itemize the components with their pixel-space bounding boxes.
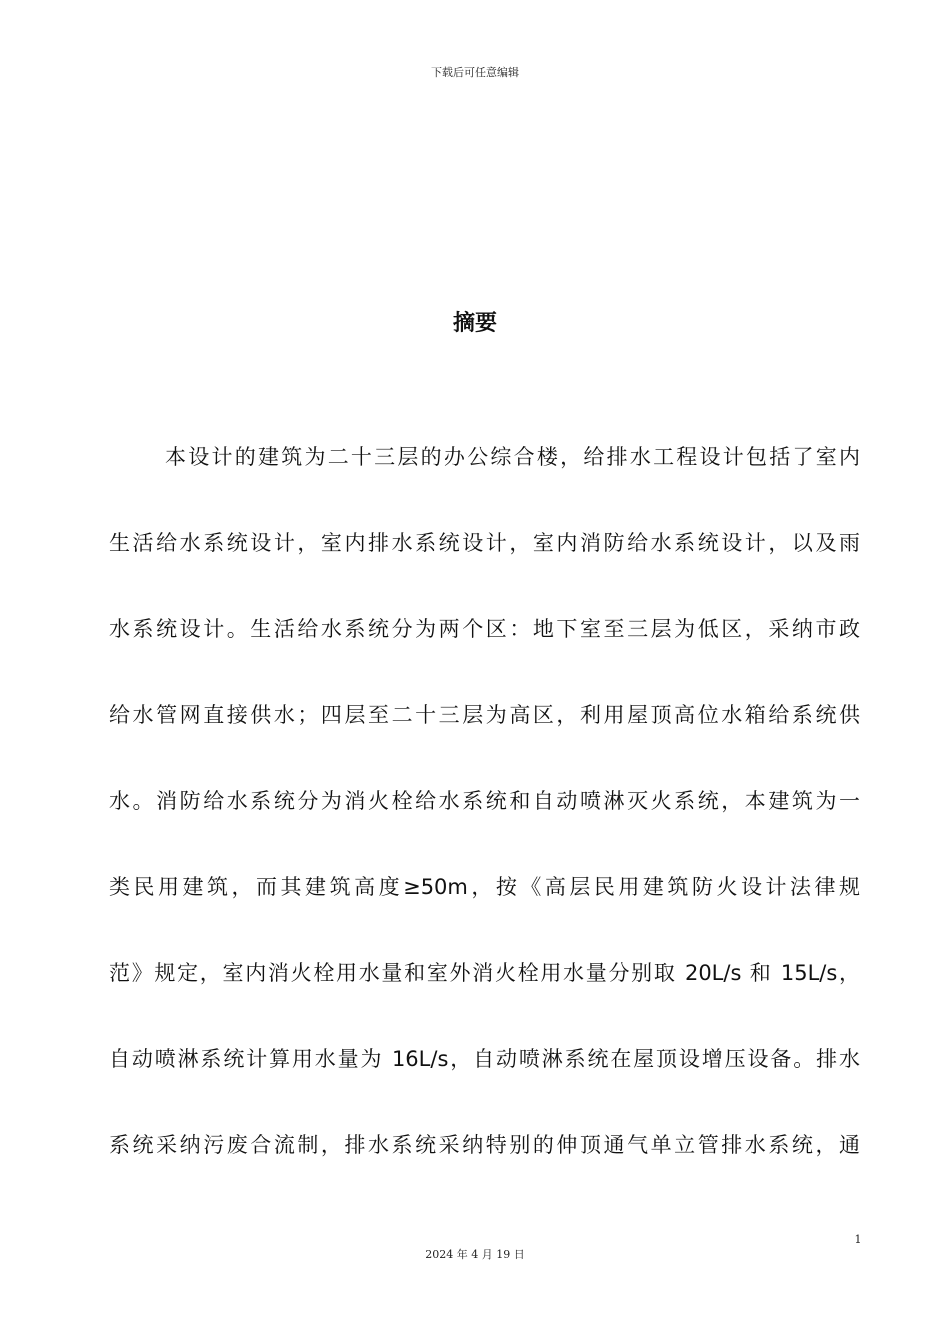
abstract-line: 系统采纳污废合流制，排水系统采纳特别的伸顶通气单立管排水系统，通 bbox=[109, 1133, 860, 1157]
abstract-line: 类民用建筑，而其建筑高度≥50m，按《高层民用建筑防火设计法律规 bbox=[109, 875, 860, 899]
abstract-line: 自动喷淋系统计算用水量为 16L/s，自动喷淋系统在屋顶设增压设备。排水 bbox=[109, 1047, 860, 1071]
header-note: 下载后可任意编辑 bbox=[431, 66, 519, 79]
abstract-line: 给水管网直接供水；四层至二十三层为高区，利用屋顶高位水箱给系统供 bbox=[109, 703, 860, 727]
abstract-line: 本设计的建筑为二十三层的办公综合楼，给排水工程设计包括了室内 bbox=[165, 445, 860, 469]
abstract-body bbox=[109, 440, 860, 1214]
abstract-line: 范》规定，室内消火栓用水量和室外消火栓用水量分别取 20L/s 和 15L/s， bbox=[109, 961, 860, 985]
abstract-line: 水系统设计。生活给水系统分为两个区：地下室至三层为低区，采纳市政 bbox=[109, 617, 860, 641]
abstract-line: 生活给水系统设计，室内排水系统设计，室内消防给水系统设计，以及雨 bbox=[109, 531, 860, 555]
page-number: 1 bbox=[854, 1233, 862, 1246]
abstract-title: 摘要 bbox=[452, 311, 497, 336]
footer-date: 2024 年 4 月 19 日 bbox=[425, 1248, 525, 1261]
abstract-line: 水。消防给水系统分为消火栓给水系统和自动喷淋灭火系统，本建筑为一 bbox=[109, 789, 860, 813]
